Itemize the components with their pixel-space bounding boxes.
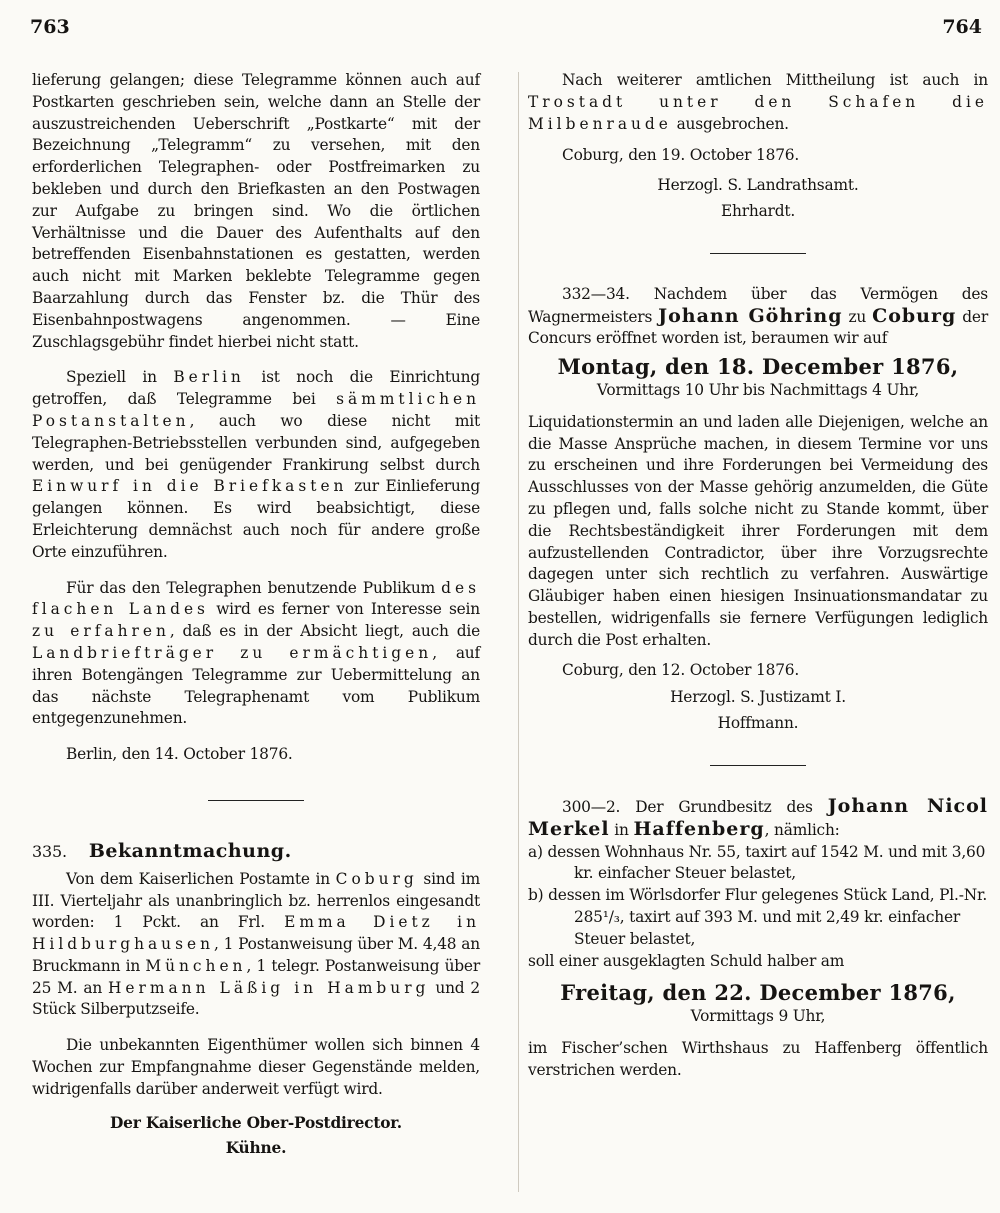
paragraph-telegram-postcards: lieferung gelangen; diese Telegramme können auch auf Postkarten geschrieben sein, welche dann an Stelle der auszustreichenden Ueberschrift „Postkarte“ mit der Bezeichnung „Telegramm“ zu versehen, mit den erforderlichen Telegraphen- oder Postfreimarken zu bekleben und durch den Briefkasten an den Postwagen zur Aufgabe zu bringen sind. Wo die örtlichen Verhältnisse und die Dauer des Aufenthalts auf den betreffenden Eisenbahnstationen es gestatten, werden auch nicht mit Marken beklebte Telegramme gegen Baarzahlung durch das Fenster bz. die Thür des Eisenbahnpostwagens angenommen. — Eine Zuschlagsgebühr findet hierbei nicht statt.: [32, 71, 480, 351]
text: Für das den Telegraphen benutzende Publikum: [66, 578, 442, 597]
text: in: [609, 820, 634, 839]
right-column: [528, 70, 988, 1081]
text: , auch wo diese nicht mit Telegraphen-Betriebsstellen verbunden sind, aufgegeben werden, und bei genügender Frankirung selbst durch: [32, 411, 480, 474]
signature-office: Der Kaiserliche Ober-Postdirector.: [110, 1113, 402, 1132]
list-item-land: b) dessen im Wörlsdorfer Flur gelegenes Stück Land, Pl.-Nr. 285¹/₃, taxirt auf 393 M. und mit 2,49 kr. einfacher Steuer belastet,: [528, 886, 988, 948]
spaced-flachen-landes: des flachen Landes: [32, 578, 480, 619]
place-coburg: Coburg: [872, 304, 957, 327]
text: Speziell in: [66, 368, 174, 387]
text: wird es ferner von Interesse sein: [208, 600, 480, 619]
text: , auf ihren Botengängen Telegramme zur Uebermittelung an das nächste Telegraphenamt vom Publikum entgegenzunehmen.: [32, 643, 481, 728]
text: , daß es in der Absicht liegt, auch die: [169, 622, 480, 641]
text: , 1 Postanweisung über M. 4,48 an Bruckmann in: [32, 935, 480, 975]
text: , 1 telegr. Postanweisung über 25 M. an: [32, 956, 480, 997]
text: Von dem Kaiserlichen Postamte in: [66, 869, 336, 888]
spaced-berlin: Berlin: [173, 368, 245, 387]
text: Nach weiterer amtlichen Mittheilung ist auch in: [562, 71, 988, 89]
text: Der Grundbesitz des: [620, 797, 828, 816]
spaced-postanstalten: sämmtlichen Postanstalten: [32, 390, 480, 430]
spaced-trostadt: Trostadt unter den Schafen die Milbenraude: [528, 92, 988, 133]
spaced-coburg: Coburg: [335, 869, 418, 888]
section-divider: [208, 800, 304, 801]
paragraph-liquidationstermin: Liquidationstermin an und laden alle Diejenigen, welche an die Masse Ansprüche machen, in diesem Termine vor uns zu erscheinen und ihre Forderungen bei Vermeidung des Ausschlusses von der Masse gehörig anzumelden, die Güte zu pflegen und, falls solche nicht zu Stande kommt, über die Rechtsbeständigkeit ihrer Forderungen mit dem aufzustellenden Contradictor, über ihre Vorzugsrechte dagegen unter sich rechtlich zu verfahren. Auswärtige Gläubiger haben einen hiesigen Insinuationsmandatar zu bestellen, widrigenfalls sie fernere Verfügungen lediglich durch die Post erhalten.: [528, 412, 988, 649]
text: ist noch die Einrichtung getroffen, daß Telegramme bei: [32, 368, 480, 409]
text: der Concurs eröffnet worden ist, beraumen wir auf: [528, 307, 988, 348]
signature-ehrhardt: Ehrhardt.: [720, 201, 796, 220]
page-number-right: 764: [942, 16, 982, 38]
signature-hoffmann: Hoffmann.: [717, 714, 799, 733]
name-johann-nicol-merkel: Johann Nicol Merkel: [528, 794, 989, 840]
section-number: 335.: [32, 841, 67, 861]
date-freitag: Freitag, den 22. December 1876,: [560, 980, 956, 1006]
date-coburg-12: Coburg, den 12. October 1876.: [562, 660, 800, 679]
text: Nachdem über das Vermögen des Wagnermeisters: [528, 284, 988, 326]
place-haffenberg: Haffenberg: [633, 817, 765, 840]
date-montag: Montag, den 18. December 1876,: [557, 354, 959, 380]
section-title: Bekanntmachung.: [88, 839, 292, 862]
name-johann-goehring: Johann Göhring: [658, 304, 843, 327]
section-number: 300—2.: [562, 797, 621, 816]
time-vormittags-10: Vormittags 10 Uhr bis Nachmittags 4 Uhr,: [596, 380, 920, 399]
date-coburg-19: Coburg, den 19. October 1876.: [562, 146, 800, 165]
paragraph-milbenraude: [528, 70, 988, 135]
page-number-left: 763: [30, 16, 70, 38]
paragraph-wirthshaus: im Fischer’schen Wirthshaus zu Haffenberg öffentlich verstrichen werden.: [528, 1038, 988, 1079]
paragraph-eigenthuemer: Die unbekannten Eigenthümer wollen sich binnen 4 Wochen zur Empfangnahme dieser Gegenstände melden, widrigenfalls darüber anderweit verfügt wird.: [32, 1036, 480, 1098]
column-divider: [518, 72, 519, 1192]
time-vormittags-9: Vormittags 9 Uhr,: [690, 1007, 826, 1026]
spaced-landbrieftraeger: Landbriefträger zu ermächtigen: [32, 643, 433, 662]
spaced-einwurf: Einwurf in die Briefkasten: [32, 477, 348, 496]
signature-landrathsamt: Herzogl. S. Landrathsamt.: [657, 176, 859, 195]
spaced-erfahren: zu erfahren: [32, 622, 170, 641]
paragraph-concurs: [528, 284, 988, 350]
section-divider: [710, 765, 806, 766]
left-column: [32, 70, 480, 1164]
text: , nämlich:: [764, 820, 840, 839]
section-335-heading: [32, 841, 480, 863]
date-berlin: Berlin, den 14. October 1876.: [66, 745, 293, 764]
text: und 2 Stück Silberputzseife.: [32, 978, 480, 1019]
text: sind im III. Vierteljahr als unanbringlich bz. herrenlos eingesandt worden: 1 Pckt. an Frl.: [32, 869, 480, 932]
signature-name: Kühne.: [225, 1139, 287, 1158]
text: ausgebrochen.: [671, 114, 789, 133]
list-item-wohnhaus: a) dessen Wohnhaus Nr. 55, taxirt auf 1542 M. und mit 3,60 kr. einfacher Steuer belastet,: [528, 842, 986, 883]
section-divider: [710, 253, 806, 254]
paragraph-grundbesitz: [528, 796, 988, 842]
paragraph-flaches-land: [32, 578, 480, 731]
spaced-emma-dietz: Emma Dietz in Hildburghausen: [32, 913, 481, 954]
signature-justizamt: Herzogl. S. Justizamt I.: [670, 688, 846, 707]
paragraph-berlin: [32, 367, 480, 563]
text: zur Einlieferung gelangen können. Es wird beabsichtigt, diese Erleichterung demnächst auch noch für andere große Orte einzuführen.: [32, 477, 480, 561]
paragraph-postamt: [32, 869, 480, 1022]
text-schuld: soll einer ausgeklagten Schuld halber am: [528, 951, 845, 970]
text: zu: [842, 307, 873, 326]
spaced-muenchen: München: [145, 956, 247, 975]
section-number: 332—34.: [562, 284, 630, 303]
spaced-hermann-laessig: Hermann Läßig in Hamburg: [108, 978, 430, 997]
